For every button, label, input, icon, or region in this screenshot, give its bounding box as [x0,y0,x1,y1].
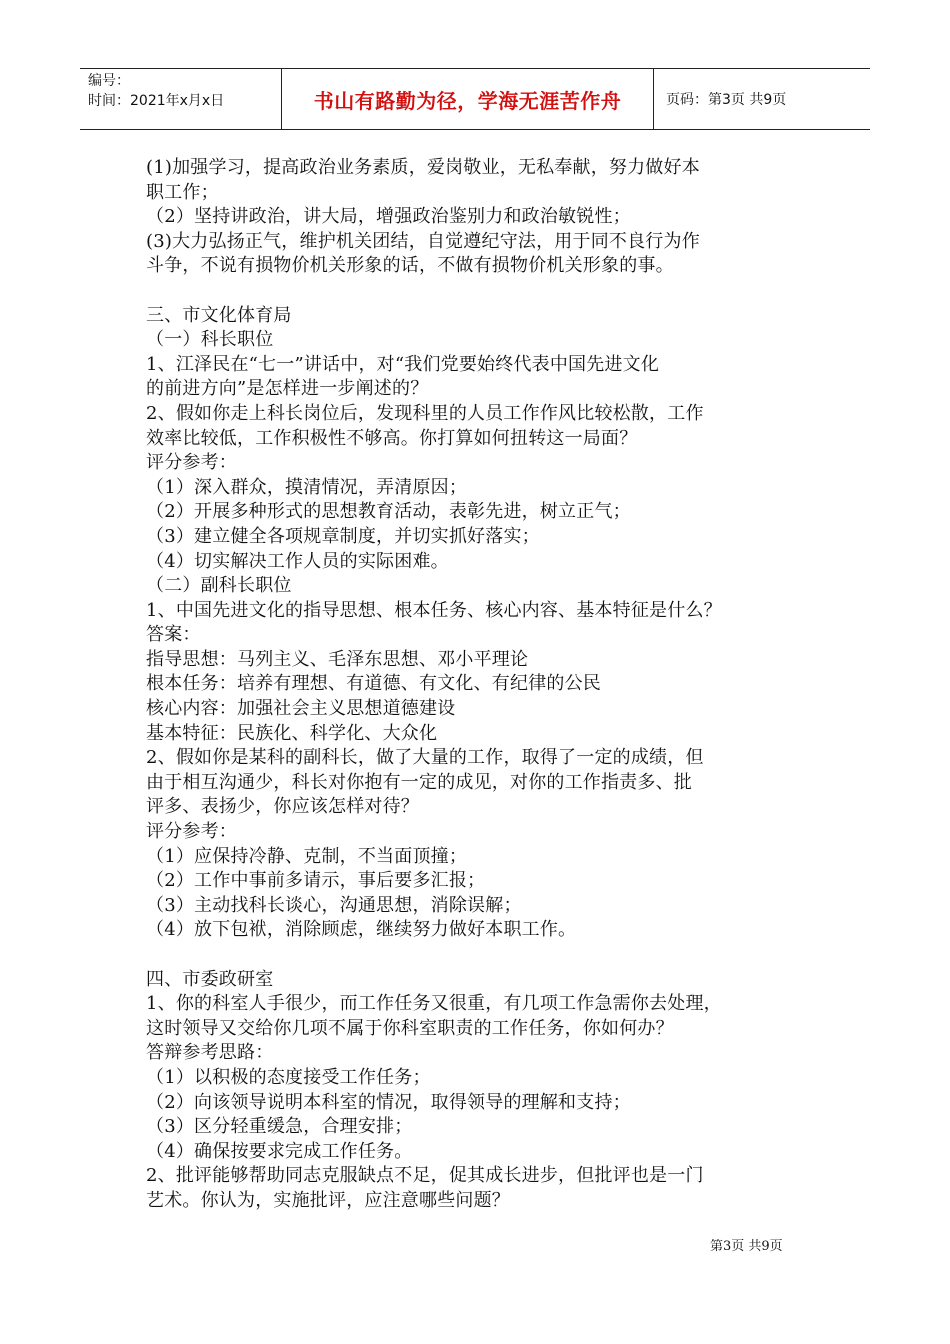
text-line: （1）应保持冷静、克制，不当面顶撞； [146,845,468,867]
page-header [80,68,870,130]
text-line: 艺术。你认为，实施批评，应注意哪些问题？ [146,1189,510,1211]
text-line: 的前进方向”是怎样进一步阐述的？ [146,378,429,400]
header-page-cell [654,69,870,129]
text-line: 由于相互沟通少，科长对你抱有一定的成见，对你的工作指责多、批 [146,771,692,793]
text-line: 2、批评能够帮助同志克服缺点不足，促其成长进步，但批评也是一门 [146,1165,704,1187]
text-line: （1）深入群众，摸清情况，弄清原因； [146,476,468,498]
text-line: （1）以积极的态度接受工作任务； [146,1066,431,1088]
document-time-label: 时间：2021年x月x日 [88,93,225,109]
text-line: 核心内容：加强社会主义思想道德建设 [146,698,456,720]
text-line: （4）放下包袱，消除顾虑，继续努力做好本职工作。 [146,919,577,941]
text-line: 2、假如你走上科长岗位后，发现科里的人员工作作风比较松散，工作 [146,402,704,424]
text-line: 评分参考： [146,821,237,843]
text-line: 四、市委政研室 [146,968,274,990]
text-line: 指导思想：马列主义、毛泽东思想、邓小平理论 [146,648,529,670]
header-motto-cell [282,69,654,129]
text-line: 答案： [146,624,201,646]
text-line: （二）副科长职位 [146,575,292,597]
text-line: （一）科长职位 [146,329,274,351]
text-line: 评分参考： [146,452,237,474]
text-line: 2、假如你是某科的副科长，做了大量的工作，取得了一定的成绩，但 [146,747,704,769]
text-line: 效率比较低，工作积极性不够高。你打算如何扭转这一局面？ [146,427,638,449]
text-line: 这时领导又交给你几项不属于你科室职责的工作任务，你如何办？ [146,1017,674,1039]
text-line: (1)加强学习，提高政治业务素质，爱岗敬业，无私奉献，努力做好本 [146,157,700,178]
header-meta-cell [80,69,282,129]
text-line: 1、你的科室人手很少，而工作任务又很重，有几项工作急需你去处理， [146,993,722,1015]
text-line: （2）工作中事前多请示，事后要多汇报； [146,870,486,892]
text-line: 职工作； [146,181,219,203]
text-line: 1、江泽民在“七一”讲话中，对“我们党要始终代表中国先进文化 [146,353,660,375]
text-line: （3）区分轻重缓急，合理安排； [146,1116,413,1138]
text-line: (3)大力弘扬正气，维护机关团结，自觉遵纪守法，用于同不良行为作 [146,230,700,252]
page-footer [710,1239,783,1255]
blank-line [146,943,826,968]
text-line: 斗争，不说有损物价机关形象的话，不做有损物价机关形象的事。 [146,255,674,277]
text-line: （4）确保按要求完成工作任务。 [146,1140,413,1162]
document-number-label: 编号： [88,73,130,89]
header-page-number: 页码：第3页 共9页 [666,92,787,108]
footer-page-number: 第3页 共9页 [710,1239,783,1254]
text-line: 1、中国先进文化的指导思想、根本任务、核心内容、基本特征是什么？ [146,599,722,621]
text-line: （2）向该领导说明本科室的情况，取得领导的理解和支持； [146,1091,631,1113]
text-line: 评多、表扬少，你应该怎样对待？ [146,796,419,818]
text-line: 答辩参考思路： [146,1042,274,1064]
text-line: （3）建立健全各项规章制度，并切实抓好落实； [146,525,540,547]
text-line: 基本特征：民族化、科学化、大众化 [146,722,438,744]
text-line: （2）坚持讲政治，讲大局，增强政治鉴别力和政治敏锐性； [146,206,631,228]
text-line: （2）开展多种形式的思想教育活动，表彰先进，树立正气； [146,501,631,523]
document-body [146,156,826,1214]
text-line: 三、市文化体育局 [146,304,292,326]
text-line: （3）主动找科长谈心，沟通思想，消除误解； [146,894,522,916]
text-line: （4）切实解决工作人员的实际困难。 [146,550,449,572]
blank-line [146,279,826,304]
header-motto: 书山有路勤为径，学海无涯苦作舟 [313,88,622,113]
text-line: 根本任务：培养有理想、有道德、有文化、有纪律的公民 [146,673,601,695]
